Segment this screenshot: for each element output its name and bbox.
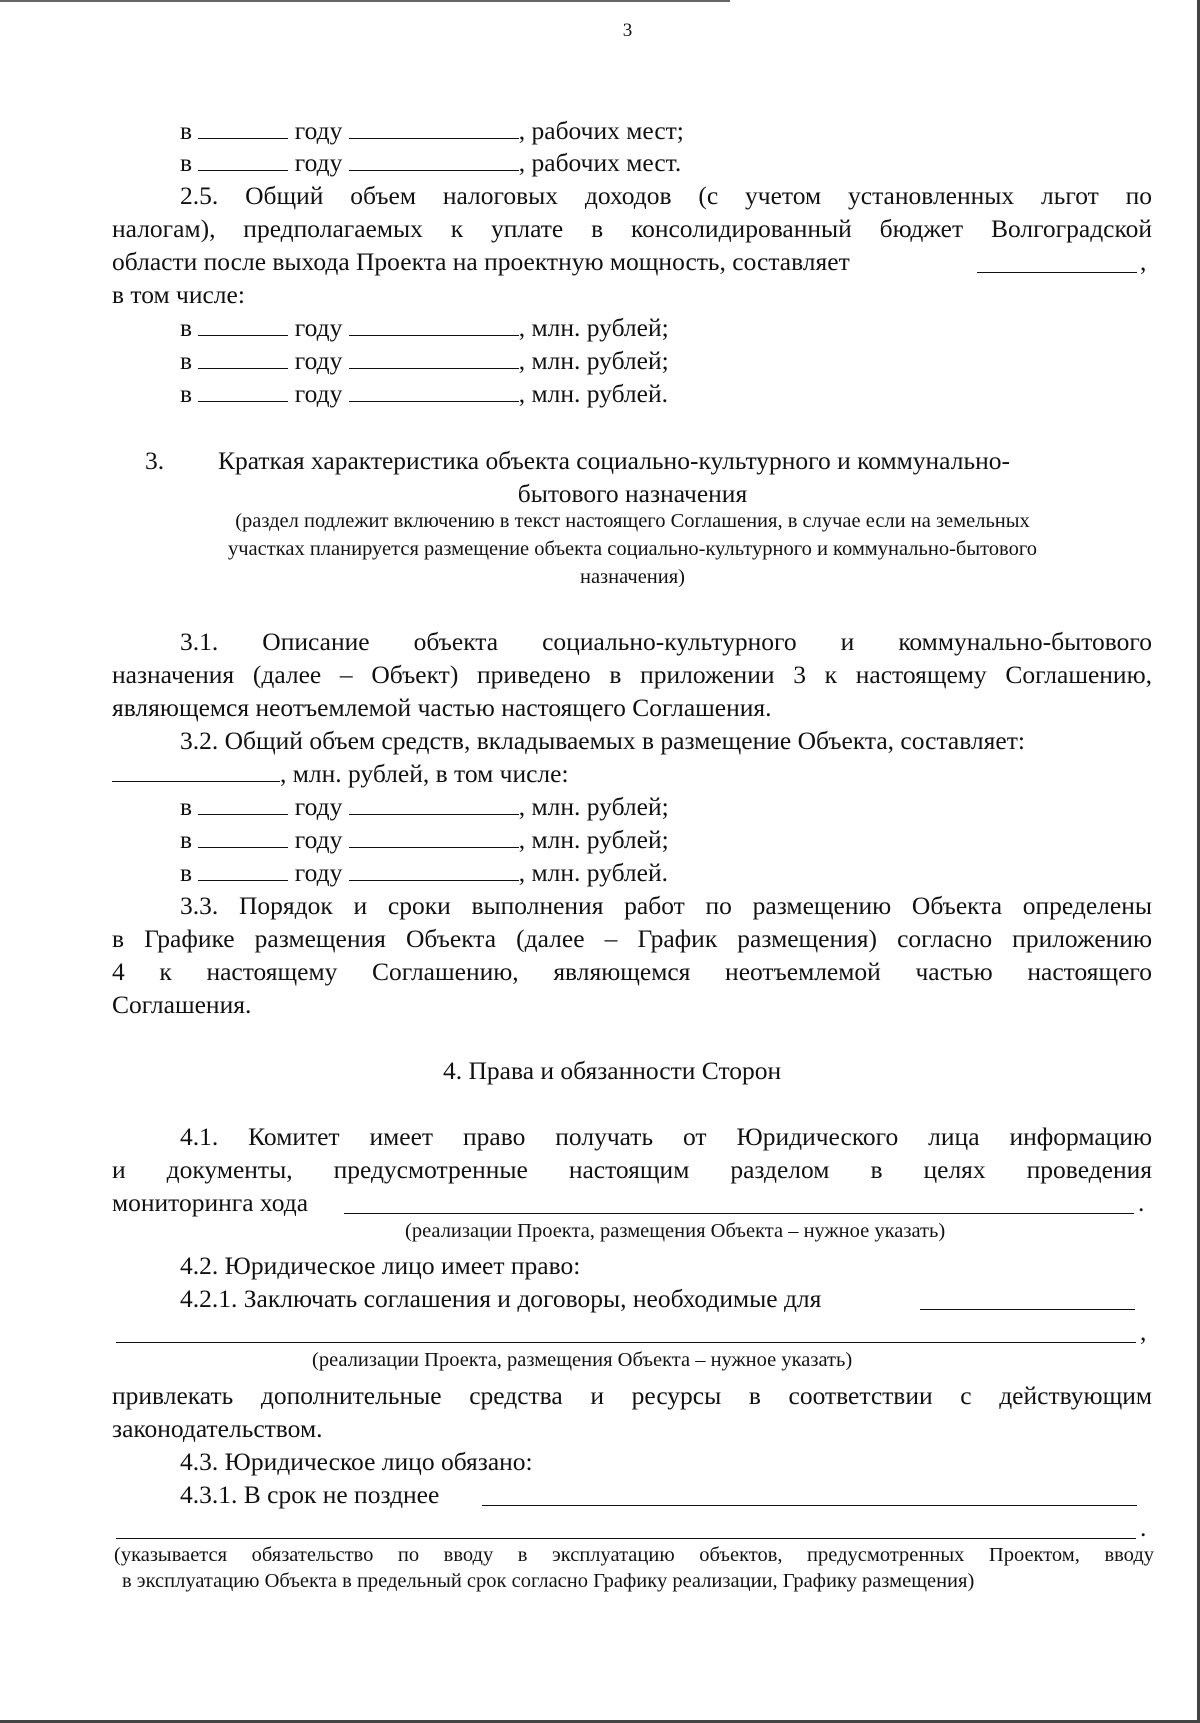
clause-3-3-line-2: в Графике размещения Объекта (далее – График размещения) согласно приложению <box>112 924 1152 953</box>
clause-2-5-line-2: налогам), предполагаемых к уплате в консолидированный бюджет Волгоградской <box>112 214 1152 243</box>
clause-4-1-line-3: мониторинга хода . <box>112 1188 1145 1217</box>
section-3-title-line-2: бытового назначения <box>517 479 748 508</box>
tax-year-line-2: в году , млн. рублей; <box>180 346 669 375</box>
clause-4-2: 4.2. Юридическое лицо имеет право: <box>180 1251 581 1280</box>
clause-3-1-line-3: являющемся неотъемлемой частью настоящего Соглашения. <box>112 693 772 722</box>
clause-4-3-1-line-1: 4.3.1. В срок не позднее <box>180 1479 1152 1511</box>
object-year-line-3: в году , млн. рублей. <box>180 858 668 887</box>
clause-4-1-line-1: 4.1. Комитет имеет право получать от Юридического лица информацию <box>180 1122 1152 1151</box>
clause-3-1-line-1: 3.1. Описание объекта социально-культурного и коммунально-бытового <box>180 627 1152 656</box>
tax-year-line-1: в году , млн. рублей; <box>180 313 669 342</box>
object-year-line-2: в году , млн. рублей; <box>180 825 669 854</box>
section-3-note-line-2: участках планируется размещение объекта социально-культурного и коммунально-бытового <box>228 538 1037 560</box>
clause-3-3-line-3: 4 к настоящему Соглашению, являющемся неотъемлемой частью настоящего <box>112 957 1152 986</box>
clause-4-3-1-note-line-1: (указывается обязательство по вводу в эксплуатацию объектов, предусмотренных Проектом, вводу <box>114 1544 1154 1566</box>
clause-4-1-caption: (реализации Проекта, размещения Объекта – нужное указать) <box>405 1220 946 1242</box>
clause-4-2-1-caption: (реализации Проекта, размещения Объекта – нужное указать) <box>312 1349 853 1371</box>
jobs-year-line-1: в году , рабочих мест; <box>180 116 684 145</box>
clause-2-5-line-1: 2.5. Общий объем налоговых доходов (с учетом установленных льгот по <box>180 181 1152 210</box>
clause-3-2-line-2: , млн. рублей, в том числе: <box>112 758 569 790</box>
section-3-title-line-1: Краткая характеристика объекта социально-культурного и коммунально- <box>218 446 1010 475</box>
page-number: 3 <box>622 20 633 41</box>
document-page: 3 в году , рабочих мест; в году , рабочих мест. 2.5. Общий объем налоговых доходов (с учетом установленных льгот по налогам), предполагаемых к уплате в консолидированный бюджет Волгоградской области после выхода Проекта на проектную мощность, составляет , в том числе: в году , млн. рублей; в году , млн. рублей; в году , млн. рублей. 3. Краткая характеристика объекта социально-культурного и коммунально- бытового назначения (раздел подлежит включению в текст настоящего Соглашения, в случае если на земельных участках планируется размещение объекта социально-культурного и коммунально-бытового назначения) 3.1. Описание объекта социально-культурного и коммунально-бытового назначения (далее – Объект) приведено в приложении 3 к настоящему Соглашению, являющемся неотъемлемой частью настоящего Соглашения. 3.2. Общий объем средств, вкладываемых в размещение Объекта, составляет: , млн. рублей, в том числе: в году , млн. рублей; в году , млн. рублей; в году , млн. рублей. 3.3. Порядок и сроки выполнения работ по размещению Объекта определены в Графике размещения Объекта (далее – График размещения) согласно приложению 4 к настоящему Соглашению, являющемся неотъемлемой частью настоящего Соглашения. 4. Права и обязанности Сторон 4.1. Комитет имеет право получать от Юридического лица информацию и документы, предусмотренные настоящим разделом в целях проведения мониторинга хода . (реализации Проекта, размещения Объекта – нужное указать) 4.2. Юридическое лицо имеет право: 4.2.1. Заключать соглашения и договоры, необходимые для , (реализации Проекта, размещения Объекта – нужное указать) привлекать дополнительные средства и ресурсы в соответствии с действующим законодательством. 4.3. Юридическое лицо обязано: 4.3.1. В срок не позднее . (указывается обязательство по вводу в эксплуатацию объектов, предусмотренных Проектом, вводу в эксплуатацию Объекта в предельный срок согласно Графику реализации, Графику размещения) <box>0 0 1200 1723</box>
clause-3-3-line-4: Соглашения. <box>112 990 252 1019</box>
object-year-line-1: в году , млн. рублей; <box>180 792 669 821</box>
section-3-note-line-3: назначения) <box>579 566 686 588</box>
clause-4-2-1-line-1: 4.2.1. Заключать соглашения и договоры, необходимые для <box>180 1283 1152 1315</box>
clause-3-3-line-1: 3.3. Порядок и сроки выполнения работ по размещению Объекта определены <box>180 891 1152 920</box>
clause-4-2-1-line-3: привлекать дополнительные средства и ресурсы в соответствии с действующим <box>112 1381 1152 1410</box>
clause-4-3: 4.3. Юридическое лицо обязано: <box>180 1447 533 1476</box>
tax-year-line-3: в году , млн. рублей. <box>180 379 668 408</box>
clause-2-5-line-4: в том числе: <box>112 280 245 309</box>
clause-4-3-1-note-line-2: в эксплуатацию Объекта в предельный срок согласно Графику реализации, Графику размещения) <box>122 1570 975 1592</box>
section-3-note-line-1: (раздел подлежит включению в текст настоящего Соглашения, в случае если на земельных <box>235 510 1030 532</box>
clause-3-2-line-1: 3.2. Общий объем средств, вкладываемых в размещение Объекта, составляет: <box>180 726 1025 755</box>
clause-2-5-line-3: области после выхода Проекта на проектную мощность, составляет , <box>112 247 1147 276</box>
clause-4-1-line-2: и документы, предусмотренные настоящим разделом в целях проведения <box>112 1155 1152 1184</box>
section-3-number: 3. <box>145 446 165 475</box>
jobs-year-line-2: в году , рабочих мест. <box>180 148 682 177</box>
scan-top-edge <box>0 0 730 2</box>
section-4-title: 4. Права и обязанности Сторон <box>443 1056 782 1085</box>
clause-3-1-line-2: назначения (далее – Объект) приведено в приложении 3 к настоящему Соглашению, <box>112 660 1152 689</box>
clause-4-2-1-line-4: законодательством. <box>112 1414 323 1443</box>
